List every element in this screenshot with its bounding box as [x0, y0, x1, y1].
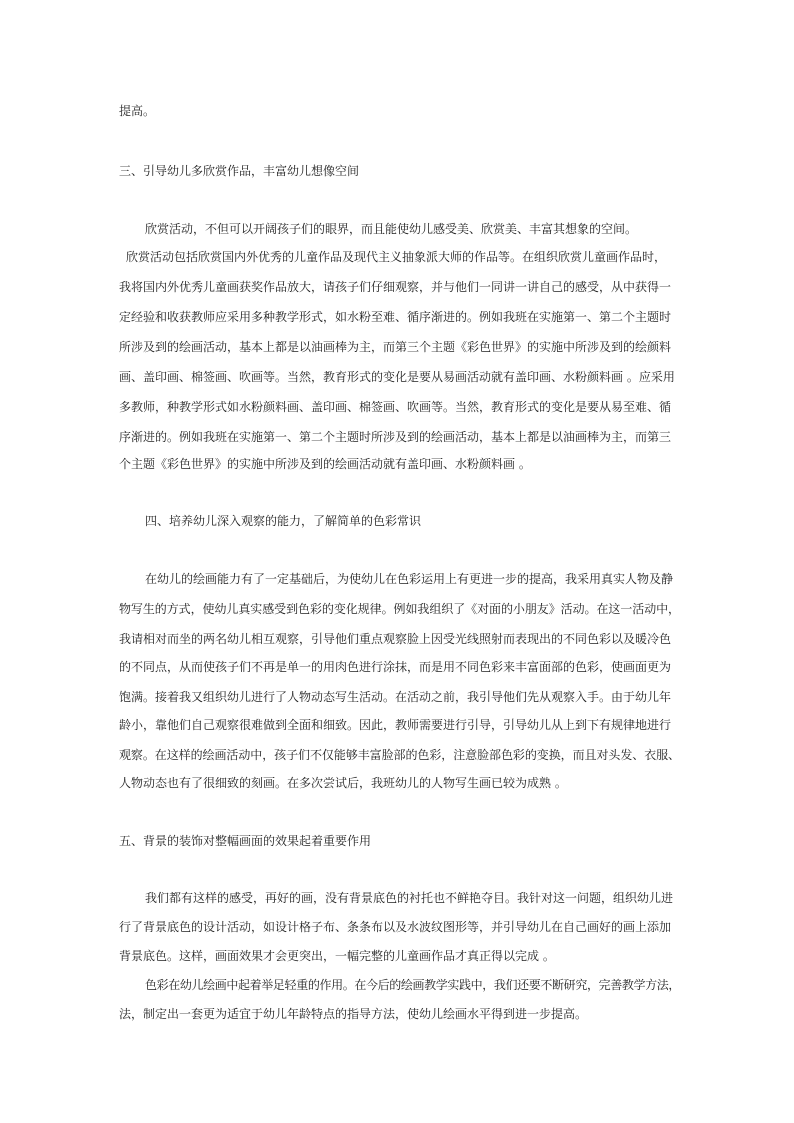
section3-p2-line6: 多教师，种教学形式如水粉颜料画、盖印画、棉签画、吹画等。当然，教育形式的变化是要从易至难、循	[119, 400, 672, 414]
section4-heading: 四、培养幼儿深入观察的能力，了解简单的色彩常识	[145, 514, 422, 528]
section3-p2-line8: 个主题《彩色世界》的实施中所涉及到的绘画活动就有盖印画、水粉颜料画 。	[119, 457, 531, 471]
section4-p1-line5: 饱满。接着我又组织幼儿进行了人物动态写生活动。在活动之前，我引导他们先从观察入手。由于幼儿年	[119, 690, 672, 704]
section3-heading: 三、引导幼儿多欣赏作品，丰富幼儿想像空间	[119, 164, 360, 178]
section5-p2-line2: 法，制定出一套更为适宜于幼儿年龄特点的指导方法，使幼儿绘画水平得到进一步提高。	[119, 1007, 588, 1021]
section5-p1-line1: 我们都有这样的感受，再好的画，没有背景底色的衬托也不鲜艳夺目。我针对这一问题，组织幼儿进	[145, 891, 674, 905]
section3-p2-line4: 所涉及到的绘画活动，基本上都是以油画棒为主，而第三个主题《彩色世界》的实施中所涉及到的绘颜料	[119, 340, 672, 354]
section3-p2-line3: 定经验和收获教师应采用多种教学形式，如水粉至难、循序渐进的。例如我班在实施第一、第二个主题时	[119, 310, 672, 324]
section5-p2-line1: 色彩在幼儿绘画中起着举足轻重的作用。在今后的绘画教学实践中，我们还要不断研究，完善教学方法，	[145, 978, 680, 992]
section4-p1-line8: 人物动态也有了很细致的刻画。在多次尝试后，我班幼儿的人物写生画已较为成熟 。	[119, 776, 567, 790]
section4-p1-line2: 物写生的方式，使幼儿真实感受到色彩的变化规律。例如我组织了《对面的小朋友》活动。在这一活动中，	[119, 602, 680, 616]
section4-p1-line7: 观察。在这样的绘画活动中，孩子们不仅能够丰富脸部的色彩，注意脸部色彩的变换，而且对头发、衣服、	[119, 748, 680, 762]
section3-p2-line7: 序渐进的。例如我班在实施第一、第二个主题时所涉及到的绘画活动，基本上都是以油画棒为主，而第三	[119, 430, 672, 444]
section3-p2-line5: 画、盖印画、棉签画、吹画等。当然，教育形式的变化是要从易画活动就有盖印画、水粉颜料画 。应采用	[119, 370, 675, 384]
section3-p2-line2: 我将国内外优秀儿童画获奖作品放大，请孩子们仔细观察，并与他们一同讲一讲自己的感受，从中获得一	[119, 280, 672, 294]
section5-p1-line3: 背景底色。这样，画面效果才会更突出，一幅完整的儿童画作品才真正得以完成 。	[119, 949, 555, 963]
text-fragment-top: 提高。	[119, 104, 156, 118]
section3-p2-line1: 欣赏活动包括欣赏国内外优秀的儿童作品及现代主义抽象派大师的作品等。在组织欣赏儿童画作品时，	[126, 250, 667, 264]
section4-p1-line6: 龄小，靠他们自己观察很难做到全面和细致。因此，教师需要进行引导，引导幼儿从上到下有规律地进行	[119, 718, 672, 732]
section5-p1-line2: 行了背景底色的设计活动，如设计格子布、条条布以及水波纹图形等，并引导幼儿在自己画好的画上添加	[119, 920, 672, 934]
section4-p1-line4: 的不同点，从而使孩子们不再是单一的用肉色进行涂抹，而是用不同色彩来丰富面部的色彩，使画面更为	[119, 660, 672, 674]
section4-p1-line3: 我请相对而坐的两名幼儿相互观察，引导他们重点观察脸上因受光线照射而表现出的不同色彩以及暖冷色	[119, 632, 672, 646]
section3-paragraph1: 欣赏活动，不但可以开阔孩子们的眼界，而且能使幼儿感受美、欣赏美、丰富其想象的空间。	[145, 222, 638, 236]
section5-heading: 五、背景的装饰对整幅画面的效果起着重要作用	[119, 834, 372, 848]
section4-p1-line1: 在幼儿的绘画能力有了一定基础后，为使幼儿在色彩运用上有更进一步的提高，我采用真实人物及静	[145, 572, 674, 586]
